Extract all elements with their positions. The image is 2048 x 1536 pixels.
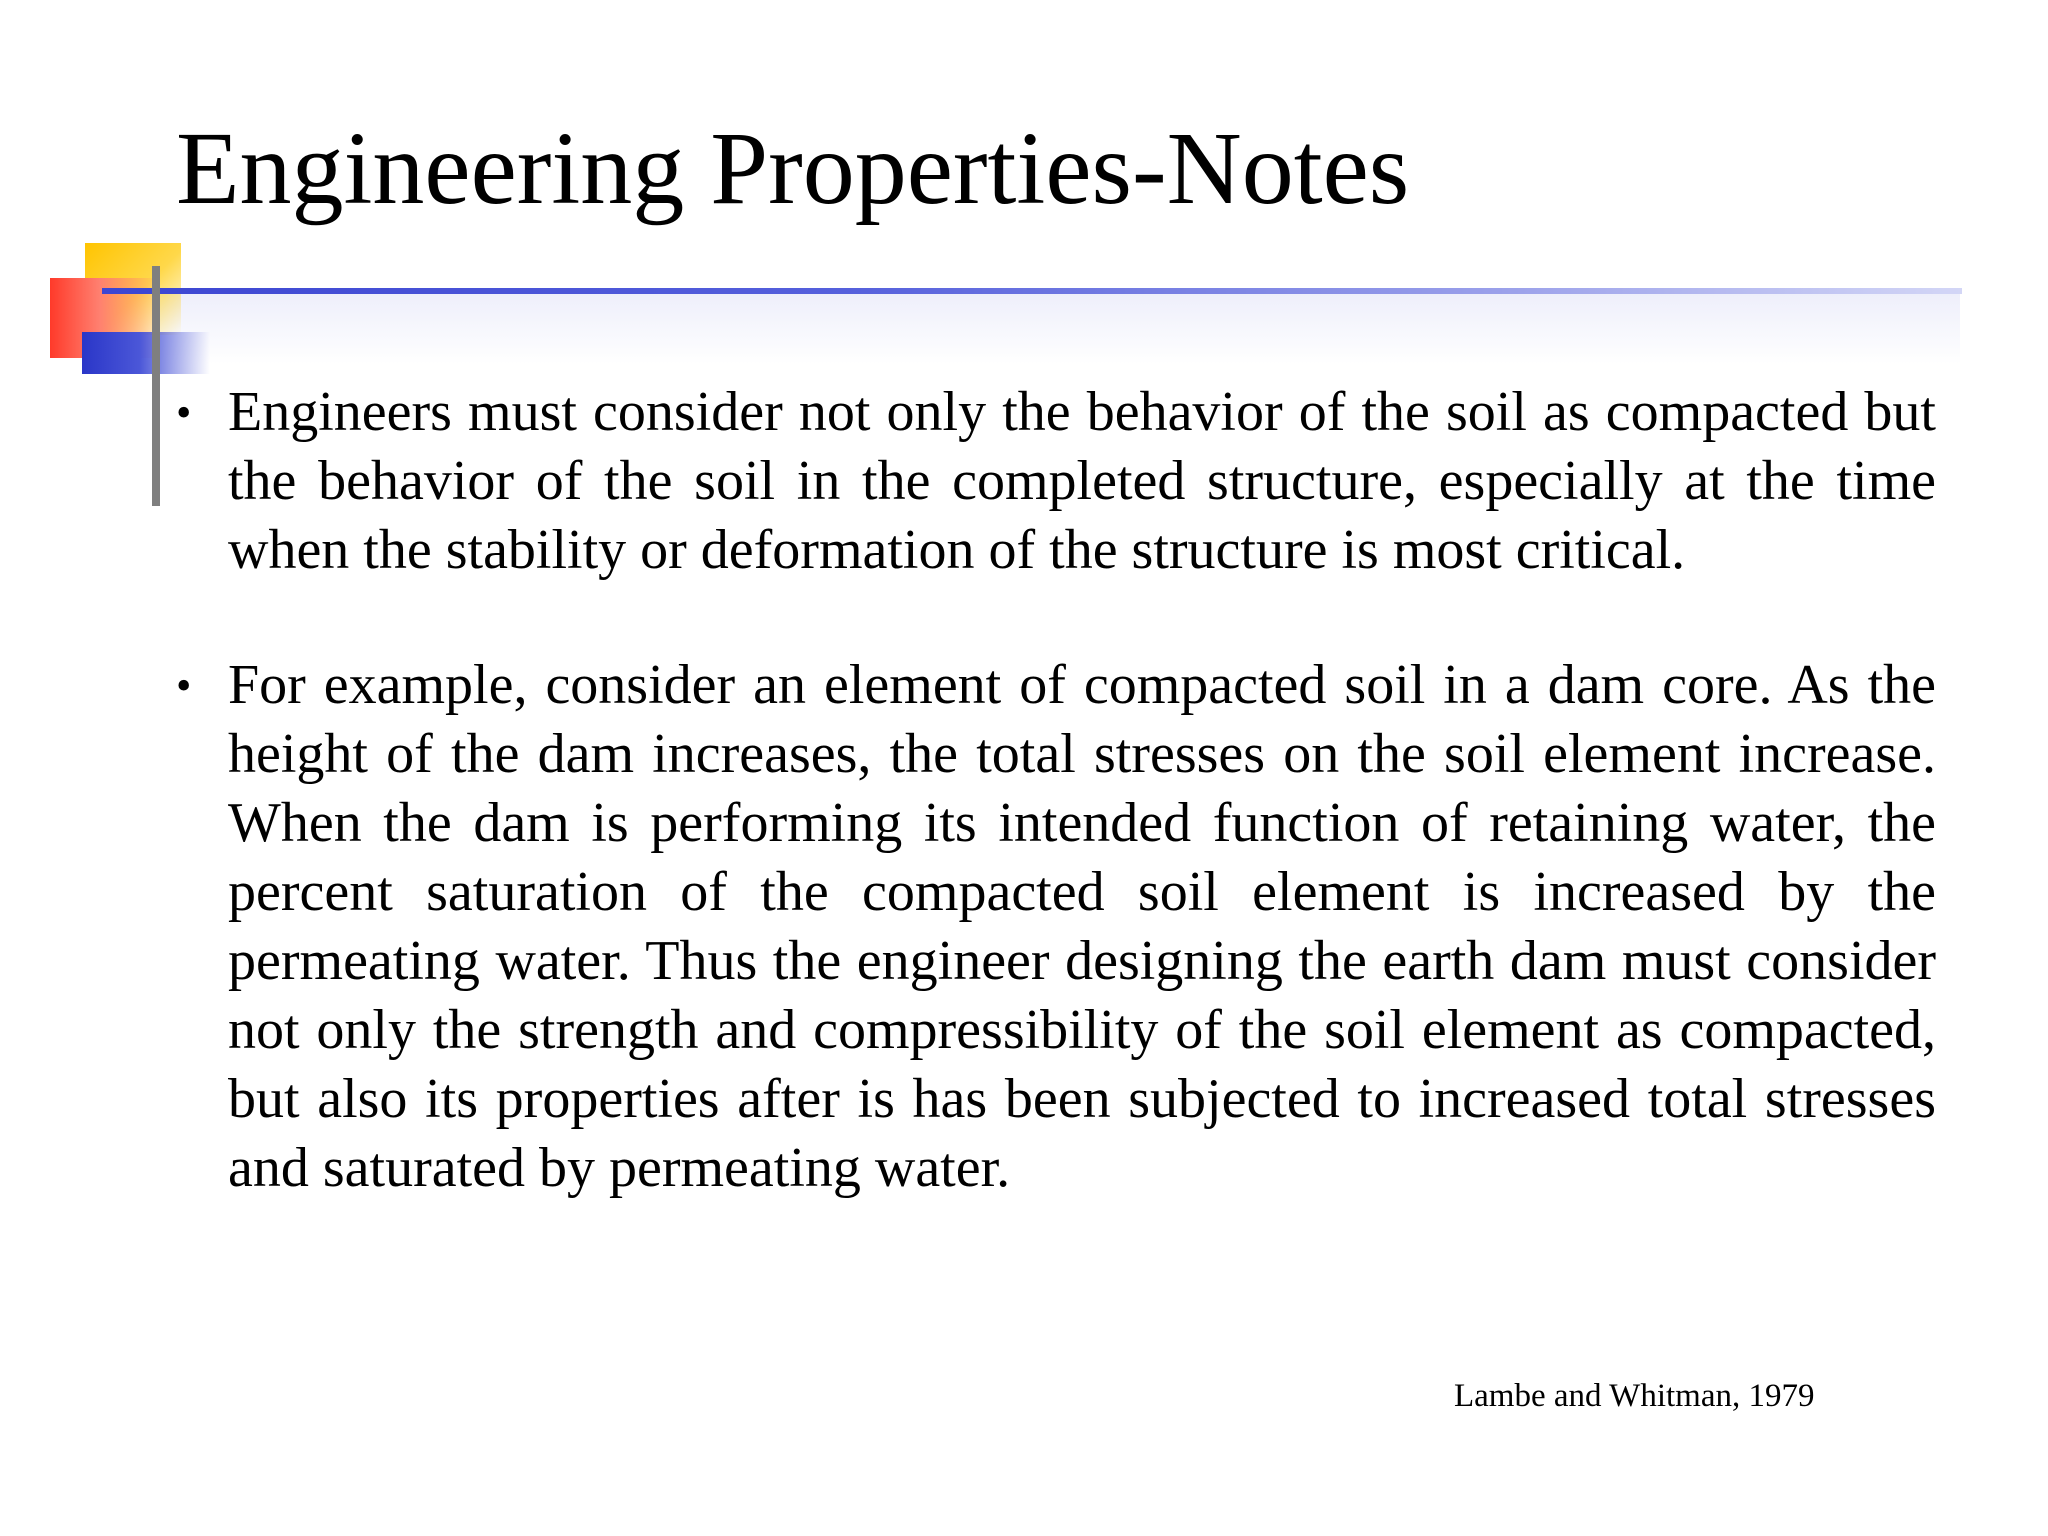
bullet-marker: • <box>176 661 192 710</box>
bullet-text: Engineers must consider not only the behavior of the soil as compacted but the behavior of the soil in the completed structure, especially at the time when the stability or deformation of the structure is most critical. <box>228 381 1936 581</box>
bullet-text: For example, consider an element of compacted soil in a dam core. As the height of the dam increases, the total stresses on the soil element increase. When the dam is performing its intended function of retaining water, the percent saturation of the compacted soil element is increased by the permeating water. Thus the engineer designing the earth dam must consider not only the strength and compressibility of the soil element as compacted, but also its properties after is has been subjected to increased total stresses and saturated by permeating water. <box>228 654 1936 1199</box>
decorative-blue-bar <box>82 332 210 374</box>
bullet-list <box>176 378 1936 1269</box>
citation: Lambe and Whitman, 1979 <box>1454 1378 1815 1414</box>
title-underline-rule <box>102 288 1962 294</box>
bullet-item <box>176 651 1936 1203</box>
decorative-vertical-rule <box>152 266 160 506</box>
slide-title: Engineering Properties-Notes <box>176 111 1410 226</box>
title-underline-glow <box>160 294 1960 364</box>
bullet-marker: • <box>176 388 192 437</box>
bullet-item <box>176 378 1936 585</box>
